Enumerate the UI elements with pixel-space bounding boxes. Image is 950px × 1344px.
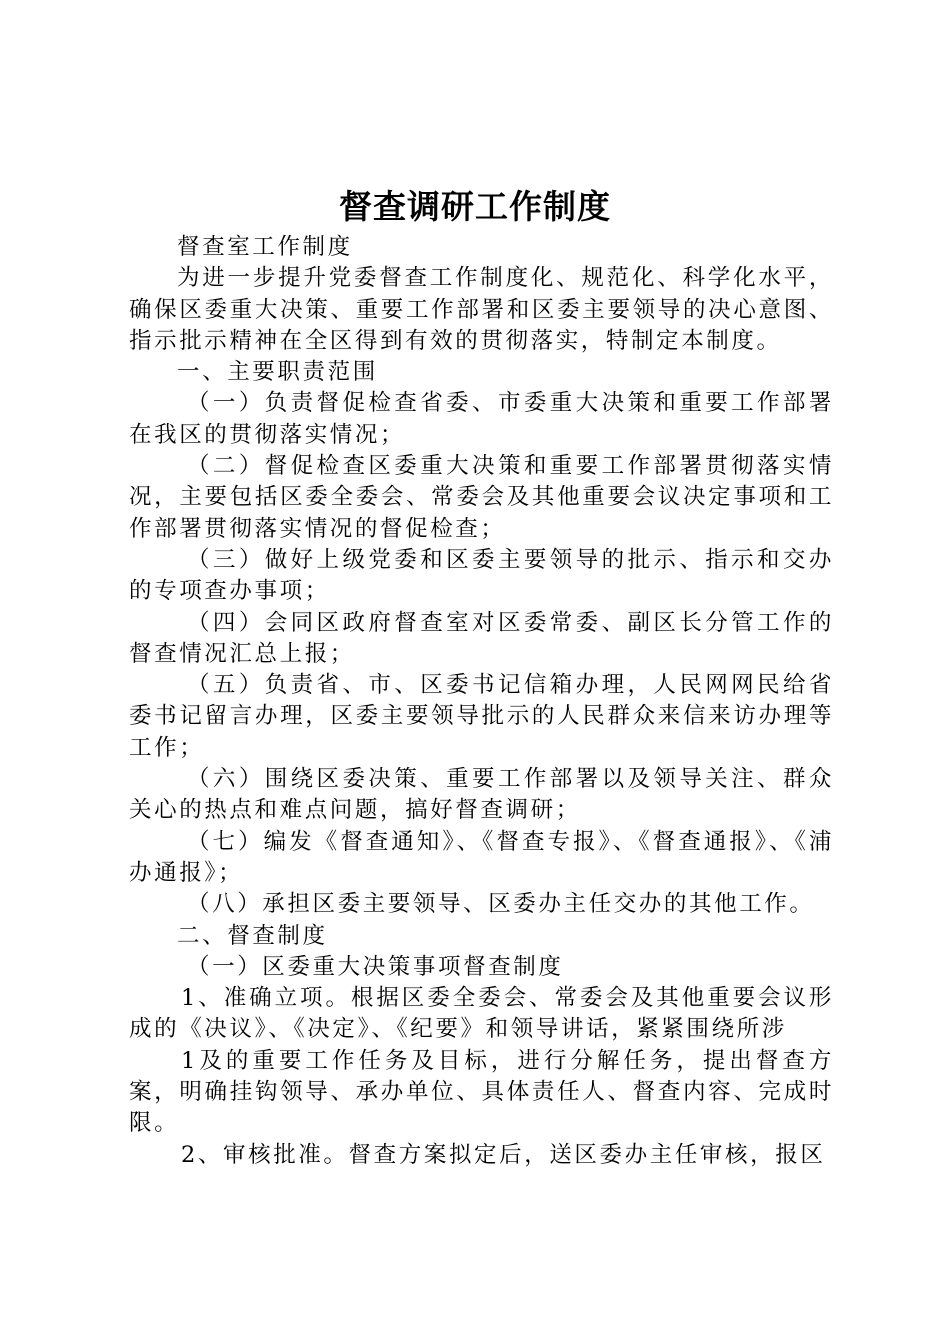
duty-item-2: （二）督促检查区委重大决策和重要工作部署贯彻落实情况，主要包括区委全委会、常委会及其他重要会议决定事项和工作部署贯彻落实情况的督促检查； <box>129 453 834 542</box>
duty-item-5: （五）负责省、市、区委书记信箱办理，人民网网民给省委书记留言办理，区委主要领导批示的人民群众来信来访办理等工作； <box>129 672 834 761</box>
duty-item-6: （六）围绕区委决策、重要工作部署以及领导关注、群众关心的热点和难点问题，搞好督查调研； <box>129 766 834 824</box>
paragraph-office-rules: 督查室工作制度 <box>177 234 353 260</box>
clause-1-continued: 1及的重要工作任务及目标，进行分解任务，提出督查方案，明确挂钩领导、承办单位、具体责任人、督查内容、完成时限。 <box>129 1047 834 1137</box>
document-body <box>129 232 834 1171</box>
document-title: 督查调研工作制度 <box>339 187 611 226</box>
duty-item-1: （一）负责督促检查省委、市委重大决策和重要工作部署在我区的贯彻落实情况； <box>129 390 834 448</box>
duty-item-4: （四）会同区政府督查室对区委常委、副区长分管工作的督查情况汇总上报； <box>129 609 834 667</box>
duty-item-7: （七）编发《督查通知》、《督查专报》、《督查通报》、《浦办通报》； <box>129 828 834 886</box>
duty-item-8: （八）承担区委主要领导、区委办主任交办的其他工作。 <box>187 891 815 918</box>
heading-main-duties: 一、主要职责范围 <box>177 359 378 386</box>
heading-supervision-system: 二、督查制度 <box>177 922 328 949</box>
subheading-major-decisions: （一）区委重大决策事项督查制度 <box>187 953 564 980</box>
paragraph-intro: 为进一步提升党委督查工作制度化、规范化、科学化水平，确保区委重大决策、重要工作部署和区委主要领导的决心意图、指示批示精神在全区得到有效的贯彻落实，特制定本制度。 <box>129 265 834 354</box>
duty-item-3: （三）做好上级党委和区委主要领导的批示、指示和交办的专项查办事项； <box>129 546 834 605</box>
clause-2-approval: 2、审核批准。督查方案拟定后，送区委办主任审核，报区 <box>181 1141 826 1168</box>
clause-1-project-setup: 1、准确立项。根据区委全委会、常委会及其他重要会议形成的《决议》、《决定》、《纪要》和领导讲话，紧紧围绕所涉 <box>129 985 834 1043</box>
